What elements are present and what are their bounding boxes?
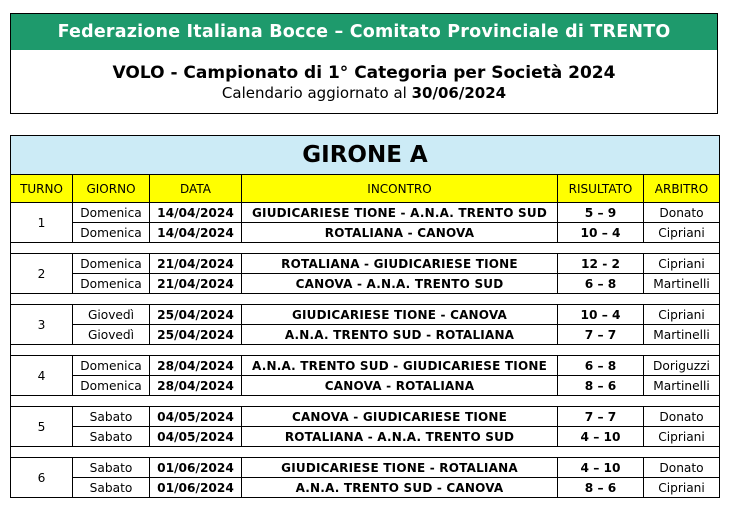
update-line — [11, 84, 717, 102]
giorno-cell: Domenica — [73, 254, 150, 274]
date-cell: 14/04/2024 — [150, 223, 242, 243]
document-header — [10, 13, 718, 114]
giorno-cell: Domenica — [73, 376, 150, 396]
result-cell: 4 – 10 — [558, 458, 644, 478]
date-cell: 01/06/2024 — [150, 458, 242, 478]
separator-cell — [11, 294, 720, 305]
table-row — [11, 305, 720, 325]
turno-cell: 1 — [11, 203, 73, 243]
giorno-cell: Sabato — [73, 407, 150, 427]
date-cell: 21/04/2024 — [150, 274, 242, 294]
match-cell: GIUDICARIESE TIONE - A.N.A. TRENTO SUD — [242, 203, 558, 223]
date-cell: 01/06/2024 — [150, 478, 242, 498]
referee-cell: Cipriani — [644, 427, 720, 447]
match-cell: ROTALIANA - A.N.A. TRENTO SUD — [242, 427, 558, 447]
separator-cell — [11, 396, 720, 407]
match-cell: CANOVA - ROTALIANA — [242, 376, 558, 396]
round-separator — [11, 345, 720, 356]
referee-cell: Donato — [644, 458, 720, 478]
date-cell: 14/04/2024 — [150, 203, 242, 223]
match-cell: A.N.A. TRENTO SUD - ROTALIANA — [242, 325, 558, 345]
giorno-cell: Giovedì — [73, 325, 150, 345]
date-cell: 28/04/2024 — [150, 356, 242, 376]
referee-cell: Donato — [644, 407, 720, 427]
table-row — [11, 325, 720, 345]
referee-cell: Donato — [644, 203, 720, 223]
result-cell: 10 – 4 — [558, 305, 644, 325]
table-row — [11, 254, 720, 274]
col-data: DATA — [150, 175, 242, 203]
turno-cell: 6 — [11, 458, 73, 498]
referee-cell: Doriguzzi — [644, 356, 720, 376]
match-cell: ROTALIANA - GIUDICARIESE TIONE — [242, 254, 558, 274]
giorno-cell: Sabato — [73, 458, 150, 478]
result-cell: 8 – 6 — [558, 376, 644, 396]
referee-cell: Cipriani — [644, 223, 720, 243]
result-cell: 6 – 8 — [558, 356, 644, 376]
result-cell: 4 – 10 — [558, 427, 644, 447]
date-cell: 21/04/2024 — [150, 254, 242, 274]
referee-cell: Cipriani — [644, 254, 720, 274]
turno-cell: 5 — [11, 407, 73, 447]
table-row — [11, 356, 720, 376]
result-cell: 6 – 8 — [558, 274, 644, 294]
col-arbitro: ARBITRO — [644, 175, 720, 203]
date-cell: 25/04/2024 — [150, 325, 242, 345]
turno-cell: 4 — [11, 356, 73, 396]
match-cell: A.N.A. TRENTO SUD - CANOVA — [242, 478, 558, 498]
table-row — [11, 376, 720, 396]
col-incontro: INCONTRO — [242, 175, 558, 203]
turno-cell: 2 — [11, 254, 73, 294]
col-giorno: GIORNO — [73, 175, 150, 203]
table-row — [11, 203, 720, 223]
result-cell: 12 - 2 — [558, 254, 644, 274]
date-cell: 04/05/2024 — [150, 407, 242, 427]
girone-title: GIRONE A — [11, 136, 720, 175]
separator-cell — [11, 345, 720, 356]
referee-cell: Cipriani — [644, 305, 720, 325]
table-row — [11, 274, 720, 294]
giorno-cell: Domenica — [73, 203, 150, 223]
round-separator — [11, 396, 720, 407]
referee-cell: Martinelli — [644, 325, 720, 345]
result-cell: 5 – 9 — [558, 203, 644, 223]
result-cell: 10 – 4 — [558, 223, 644, 243]
giorno-cell: Sabato — [73, 478, 150, 498]
table-row — [11, 407, 720, 427]
giorno-cell: Sabato — [73, 427, 150, 447]
referee-cell: Martinelli — [644, 274, 720, 294]
turno-cell: 3 — [11, 305, 73, 345]
giorno-cell: Domenica — [73, 356, 150, 376]
update-prefix: Calendario aggiornato al — [221, 84, 412, 102]
result-cell: 7 – 7 — [558, 325, 644, 345]
giorno-cell: Domenica — [73, 223, 150, 243]
round-separator — [11, 294, 720, 305]
update-date: 30/06/2024 — [411, 84, 507, 102]
table-row — [11, 478, 720, 498]
round-separator — [11, 447, 720, 458]
referee-cell: Cipriani — [644, 478, 720, 498]
result-cell: 7 – 7 — [558, 407, 644, 427]
schedule-table — [10, 135, 720, 498]
table-row — [11, 223, 720, 243]
match-cell: GIUDICARIESE TIONE - CANOVA — [242, 305, 558, 325]
match-cell: GIUDICARIESE TIONE - ROTALIANA — [242, 458, 558, 478]
col-turno: TURNO — [11, 175, 73, 203]
result-cell: 8 – 6 — [558, 478, 644, 498]
championship-title: VOLO - Campionato di 1° Categoria per Società 2024 — [112, 63, 616, 83]
round-separator — [11, 243, 720, 254]
date-cell: 04/05/2024 — [150, 427, 242, 447]
giorno-cell: Domenica — [73, 274, 150, 294]
giorno-cell: Giovedì — [73, 305, 150, 325]
federation-banner: Federazione Italiana Bocce – Comitato Provinciale di TRENTO — [11, 14, 717, 50]
referee-cell: Martinelli — [644, 376, 720, 396]
match-cell: A.N.A. TRENTO SUD - GIUDICARIESE TIONE — [242, 356, 558, 376]
match-cell: CANOVA - A.N.A. TRENTO SUD — [242, 274, 558, 294]
separator-cell — [11, 243, 720, 254]
date-cell: 25/04/2024 — [150, 305, 242, 325]
match-cell: CANOVA - GIUDICARIESE TIONE — [242, 407, 558, 427]
col-risultato: RISULTATO — [558, 175, 644, 203]
date-cell: 28/04/2024 — [150, 376, 242, 396]
separator-cell — [11, 447, 720, 458]
match-cell: ROTALIANA - CANOVA — [242, 223, 558, 243]
table-row — [11, 458, 720, 478]
table-row — [11, 427, 720, 447]
column-header-row — [11, 175, 720, 203]
